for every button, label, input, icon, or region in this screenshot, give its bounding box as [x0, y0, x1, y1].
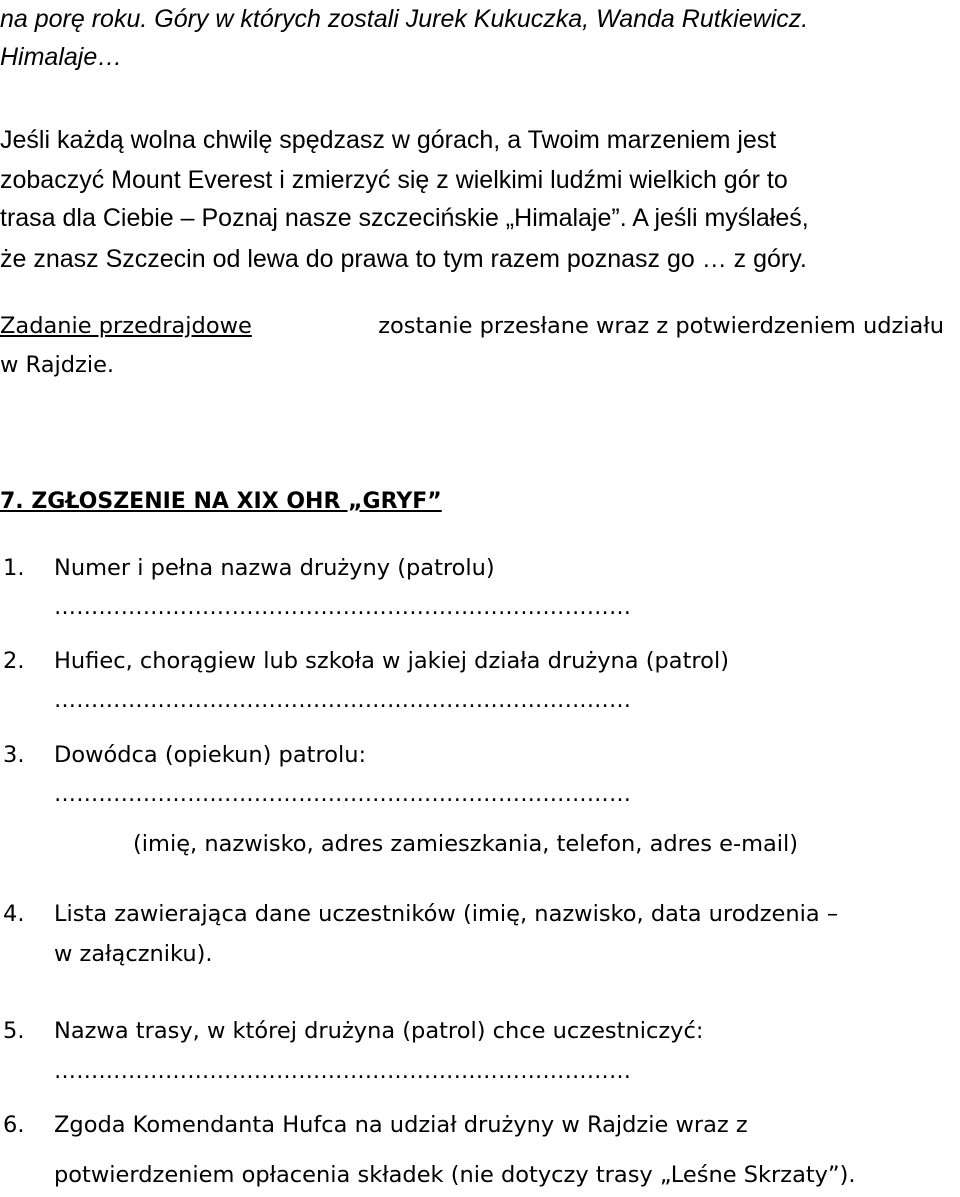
task-link[interactable]: Zadanie przedrajdowe	[0, 313, 252, 339]
item-1-number: 1.	[3, 555, 25, 581]
item-4-text-cont: w załączniku).	[54, 941, 213, 967]
item-4-number: 4.	[3, 901, 25, 927]
item-6-text-cont: potwierdzeniem opłacenia składek (nie dotyczy trasy „Leśne Skrzaty”).	[54, 1162, 856, 1188]
paragraph-line-4: że znasz Szczecin od lewa do prawa to tym razem poznasz go … z góry.	[0, 245, 807, 273]
task-line-1	[0, 311, 944, 341]
item-4-text: Lista zawierająca dane uczestników (imię, nazwisko, data urodzenia –	[54, 901, 839, 927]
item-2-number: 2.	[3, 648, 25, 674]
item-3-text: Dowódca (opiekun) patrolu:	[54, 742, 367, 768]
intro-line-2: Himalaje…	[0, 43, 123, 71]
intro-line-1: na porę roku. Góry w których zostali Jurek Kukuczka, Wanda Rutkiewicz.	[0, 5, 809, 33]
item-2-text: Hufiec, chorągiew lub szkoła w jakiej działa drużyna (patrol)	[54, 648, 729, 674]
item-1-dots: ……………………………………………………………………	[54, 595, 632, 620]
item-3-dots: ……………………………………………………………………	[54, 782, 632, 807]
paragraph-line-1: Jeśli każdą wolna chwilę spędzasz w górach, a Twoim marzeniem jest	[0, 126, 777, 154]
item-5-dots: ……………………………………………………………………	[54, 1059, 632, 1084]
item-2-dots: ……………………………………………………………………	[54, 688, 632, 713]
task-rest: zostanie przesłane wraz z potwierdzeniem udziału	[378, 313, 944, 339]
item-5-text: Nazwa trasy, w której drużyna (patrol) chce uczestniczyć:	[54, 1018, 704, 1044]
task-line-2: w Rajdzie.	[0, 352, 115, 378]
section-heading: 7. ZGŁOSZENIE NA XIX OHR „GRYF”	[0, 489, 442, 514]
item-6-text: Zgoda Komendanta Hufca na udział drużyny w Rajdzie wraz z	[54, 1112, 748, 1138]
paragraph-line-3: trasa dla Ciebie – Poznaj nasze szczecińskie „Himalaje”. A jeśli myślałeś,	[0, 204, 809, 232]
item-1-text: Numer i pełna nazwa drużyny (patrolu)	[54, 555, 495, 581]
item-3-number: 3.	[3, 742, 25, 768]
item-3-note: (imię, nazwisko, adres zamieszkania, telefon, adres e-mail)	[133, 831, 799, 857]
item-5-number: 5.	[3, 1018, 25, 1044]
item-6-number: 6.	[3, 1112, 25, 1138]
paragraph-line-2: zobaczyć Mount Everest i zmierzyć się z wielkimi ludźmi wielkich gór to	[0, 166, 788, 194]
